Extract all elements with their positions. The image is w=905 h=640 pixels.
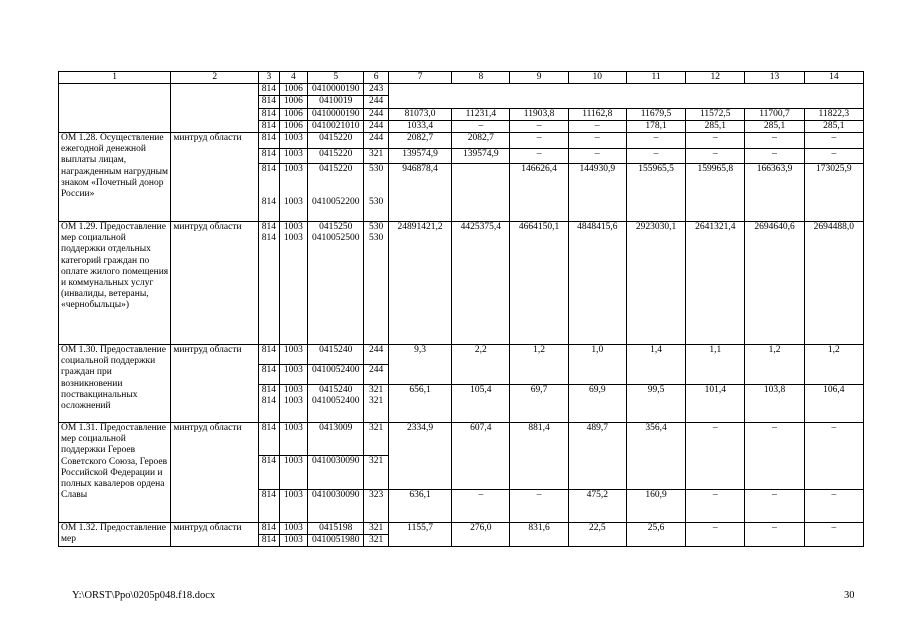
code-cell: 323: [364, 489, 389, 522]
budget-table: [58, 71, 864, 547]
header-row: [59, 72, 864, 84]
value-cell: 2923030,1: [626, 222, 685, 345]
value-cell: –: [745, 523, 804, 547]
code-cell: 244: [364, 133, 389, 149]
value-cell: 1,1: [686, 345, 745, 385]
code-cell: 814: [259, 148, 279, 164]
value-cell: 2641321,4: [686, 222, 745, 345]
value-cell: 881,4: [510, 423, 568, 490]
value-cell: –: [452, 120, 510, 132]
value-cell: –: [452, 489, 510, 522]
code-cell: 321: [364, 456, 389, 489]
value-cell: 160,9: [626, 489, 685, 522]
value-cell: –: [804, 523, 863, 547]
empty-cell: [59, 84, 171, 133]
measure-title: ОМ 1.30. Предоставление социальной поддержки граждан при возникновении поствакцинальных осложнений: [59, 345, 171, 423]
value-cell: 69,7: [510, 384, 568, 422]
code-cell: [308, 222, 364, 345]
code-cell: [279, 384, 308, 422]
code-cell: 814: [259, 133, 279, 149]
code-cell: 1003: [279, 148, 308, 164]
code-cell: 321: [364, 423, 389, 456]
value-cell: –: [510, 133, 568, 149]
value-cell: 146626,4: [510, 164, 568, 222]
code-cell: 1006: [279, 108, 308, 120]
code-cell: 1003: [279, 535, 308, 547]
code-cell: 814: [259, 489, 279, 522]
code-cell: [259, 384, 279, 422]
value-cell: 1,4: [626, 345, 685, 385]
value-cell: 4425375,4: [452, 222, 510, 345]
org-cell: минтруд области: [171, 523, 259, 547]
header-cell: 3: [259, 72, 279, 84]
code-cell: 1003: [279, 489, 308, 522]
code-cell: 1003: [279, 345, 308, 365]
value-cell: 1,0: [568, 345, 626, 385]
value-cell: 475,2: [568, 489, 626, 522]
value-cell: 356,4: [626, 423, 685, 490]
code-cell: 0410019: [308, 96, 364, 108]
value-cell: 155965,5: [626, 164, 685, 222]
code-cell: 321: [364, 148, 389, 164]
value-cell: –: [686, 523, 745, 547]
value-cell: 103,8: [745, 384, 804, 422]
value-cell: 1,2: [804, 345, 863, 385]
code-line: 1003: [283, 222, 303, 233]
header-cell: 6: [364, 72, 389, 84]
code-cell: [308, 164, 364, 222]
code-cell: [364, 164, 389, 222]
value-cell: 178,1: [626, 120, 685, 132]
header-cell: 10: [568, 72, 626, 84]
header-cell: 2: [171, 72, 259, 84]
value-cell: 2694488,0: [804, 222, 863, 345]
code-cell: [259, 164, 279, 222]
code-cell: 0410052400: [308, 364, 364, 384]
code-cell: 0415198: [308, 523, 364, 535]
value-cell: 69,9: [568, 384, 626, 422]
value-cell: 2694640,6: [745, 222, 804, 345]
value-cell: 11162,8: [568, 108, 626, 120]
code-cell: 0410030090: [308, 489, 364, 522]
code-cell: 1006: [279, 120, 308, 132]
code-cell: 244: [364, 96, 389, 108]
value-cell: –: [510, 148, 568, 164]
header-cell: 5: [308, 72, 364, 84]
code-cell: 1006: [279, 84, 308, 96]
value-cell: 1033,4: [388, 120, 451, 132]
code-cell: 814: [259, 108, 279, 120]
measure-title: ОМ 1.29. Предоставление мер социальной поддержки отдельных категорий граждан по оплате жилого помещения и коммунальных услуг (инвалиды, ветераны, «чернобыльцы»): [59, 222, 171, 345]
value-cell: –: [568, 133, 626, 149]
code-line: 530: [369, 197, 384, 208]
value-cell: 9,3: [388, 345, 451, 385]
code-line: 814: [261, 197, 277, 208]
org-cell: минтруд области: [171, 345, 259, 423]
code-cell: 1003: [279, 523, 308, 535]
value-cell: 946878,4: [388, 164, 451, 222]
code-cell: [279, 164, 308, 222]
code-cell: 0410021010: [308, 120, 364, 132]
code-line: 0410052400: [312, 396, 360, 407]
code-cell: 244: [364, 120, 389, 132]
value-cell: 11231,4: [452, 108, 510, 120]
value-cell: 106,4: [804, 384, 863, 422]
code-line: 0415240: [319, 384, 353, 395]
code-line: 321: [369, 396, 384, 407]
value-cell: 144930,9: [568, 164, 626, 222]
value-cell: –: [804, 489, 863, 522]
value-cell: 276,0: [452, 523, 510, 547]
value-cell: 24891421,2: [388, 222, 451, 345]
table-row: [59, 423, 864, 456]
value-cell: 166363,9: [745, 164, 804, 222]
table-row: [59, 84, 864, 96]
code-line: 814: [261, 164, 277, 175]
value-cell: 22,5: [568, 523, 626, 547]
code-line: 814: [261, 222, 277, 233]
value-cell: –: [568, 148, 626, 164]
code-cell: [364, 222, 389, 345]
value-cell: 285,1: [745, 120, 804, 132]
code-line: 321: [369, 384, 384, 395]
value-cell: 1155,7: [388, 523, 451, 547]
value-cell: 2082,7: [452, 133, 510, 149]
code-line: 814: [261, 384, 277, 395]
value-cell: [452, 164, 510, 222]
measure-title: ОМ 1.32. Предоставление мер: [59, 523, 171, 547]
code-cell: 814: [259, 456, 279, 489]
value-cell: 285,1: [686, 120, 745, 132]
measure-title: ОМ 1.28. Осуществление ежегодной денежной выплаты лицам, награжденным нагрудным знаком «Почетный донор России»: [59, 133, 171, 222]
header-cell: 9: [510, 72, 568, 84]
value-cell: 4664150,1: [510, 222, 568, 345]
value-cell: 25,6: [626, 523, 685, 547]
value-cell: 1,2: [510, 345, 568, 385]
footer-file-path: Y:\ORST\Ppo\0205p048.f18.docx: [72, 590, 216, 601]
code-cell: 0410000190: [308, 84, 364, 96]
value-cell: 4848415,6: [568, 222, 626, 345]
value-cell: –: [686, 489, 745, 522]
org-cell: минтруд области: [171, 222, 259, 345]
code-line: 814: [261, 396, 277, 407]
code-cell: 814: [259, 84, 279, 96]
page-number: 30: [844, 590, 855, 601]
code-cell: 1003: [279, 423, 308, 456]
code-line: 0410052500: [312, 233, 360, 244]
code-line: 0415220: [319, 164, 353, 175]
code-line: 0415250: [319, 222, 353, 233]
value-cell: 636,1: [388, 489, 451, 522]
code-line: 814: [261, 233, 277, 244]
value-cell: 105,4: [452, 384, 510, 422]
org-cell: минтруд области: [171, 423, 259, 523]
value-cell: 607,4: [452, 423, 510, 490]
value-cell: –: [745, 423, 804, 490]
code-cell: 0415220: [308, 133, 364, 149]
value-cell: 656,1: [388, 384, 451, 422]
value-cell: –: [626, 133, 685, 149]
code-line: 1003: [283, 396, 303, 407]
code-cell: 0415240: [308, 345, 364, 365]
empty-cell: [171, 84, 259, 133]
code-cell: 814: [259, 96, 279, 108]
code-cell: 244: [364, 108, 389, 120]
value-cell: 99,5: [626, 384, 685, 422]
value-cell: 11700,7: [745, 108, 804, 120]
value-cell: –: [745, 489, 804, 522]
table-row: [59, 133, 864, 149]
code-line: 1003: [283, 384, 303, 395]
value-cell: 173025,9: [804, 164, 863, 222]
code-line: 530: [369, 164, 384, 175]
code-cell: 321: [364, 535, 389, 547]
header-cell: 11: [626, 72, 685, 84]
code-cell: 1003: [279, 456, 308, 489]
header-cell: 8: [452, 72, 510, 84]
code-cell: 244: [364, 364, 389, 384]
value-cell: 2,2: [452, 345, 510, 385]
empty-cell: [388, 84, 863, 108]
code-cell: 1006: [279, 96, 308, 108]
code-line: 1003: [283, 197, 303, 208]
value-cell: 2334,9: [388, 423, 451, 490]
code-cell: 814: [259, 423, 279, 456]
value-cell: 285,1: [804, 120, 863, 132]
code-cell: 814: [259, 120, 279, 132]
value-cell: –: [510, 120, 568, 132]
value-cell: –: [686, 148, 745, 164]
code-cell: 0410051980: [308, 535, 364, 547]
value-cell: 1,2: [745, 345, 804, 385]
code-line: 530: [369, 233, 384, 244]
value-cell: 489,7: [568, 423, 626, 490]
table-row: [59, 523, 864, 535]
header-cell: 12: [686, 72, 745, 84]
measure-title: ОМ 1.31. Предоставление мер социальной поддержки Героев Советского Союза, Героев Российской Федерации и полных кавалеров ордена Славы: [59, 423, 171, 523]
header-cell: 14: [804, 72, 863, 84]
value-cell: –: [745, 133, 804, 149]
value-cell: –: [804, 148, 863, 164]
code-line: 0410052200: [312, 197, 360, 208]
code-cell: 0415220: [308, 148, 364, 164]
value-cell: 139574,9: [388, 148, 451, 164]
value-cell: –: [626, 148, 685, 164]
value-cell: 101,4: [686, 384, 745, 422]
header-cell: 7: [388, 72, 451, 84]
table-row: [59, 345, 864, 365]
value-cell: 11822,3: [804, 108, 863, 120]
value-cell: 159965,8: [686, 164, 745, 222]
code-line: 1003: [283, 164, 303, 175]
value-cell: –: [510, 489, 568, 522]
value-cell: –: [804, 423, 863, 490]
code-cell: [308, 384, 364, 422]
code-cell: 0410030090: [308, 456, 364, 489]
code-cell: 814: [259, 523, 279, 535]
value-cell: –: [686, 423, 745, 490]
value-cell: 831,6: [510, 523, 568, 547]
value-cell: 11903,8: [510, 108, 568, 120]
value-cell: 11679,5: [626, 108, 685, 120]
code-cell: 243: [364, 84, 389, 96]
code-line: 530: [369, 222, 384, 233]
code-cell: 0410000190: [308, 108, 364, 120]
org-cell: минтруд области: [171, 133, 259, 222]
code-cell: [364, 384, 389, 422]
value-cell: –: [804, 133, 863, 149]
header-cell: 13: [745, 72, 804, 84]
value-cell: –: [686, 133, 745, 149]
value-cell: 81073,0: [388, 108, 451, 120]
value-cell: –: [568, 120, 626, 132]
table-row: [59, 222, 864, 345]
code-cell: 244: [364, 345, 389, 365]
code-cell: 0413009: [308, 423, 364, 456]
value-cell: 11572,5: [686, 108, 745, 120]
header-cell: 4: [279, 72, 308, 84]
code-line: 1003: [283, 233, 303, 244]
code-cell: 321: [364, 523, 389, 535]
code-cell: 814: [259, 345, 279, 365]
code-cell: [259, 222, 279, 345]
code-cell: 814: [259, 535, 279, 547]
value-cell: 139574,9: [452, 148, 510, 164]
code-cell: [279, 222, 308, 345]
code-cell: 814: [259, 364, 279, 384]
code-cell: 1003: [279, 133, 308, 149]
header-cell: 1: [59, 72, 171, 84]
value-cell: –: [745, 148, 804, 164]
code-cell: 1003: [279, 364, 308, 384]
value-cell: 2082,7: [388, 133, 451, 149]
